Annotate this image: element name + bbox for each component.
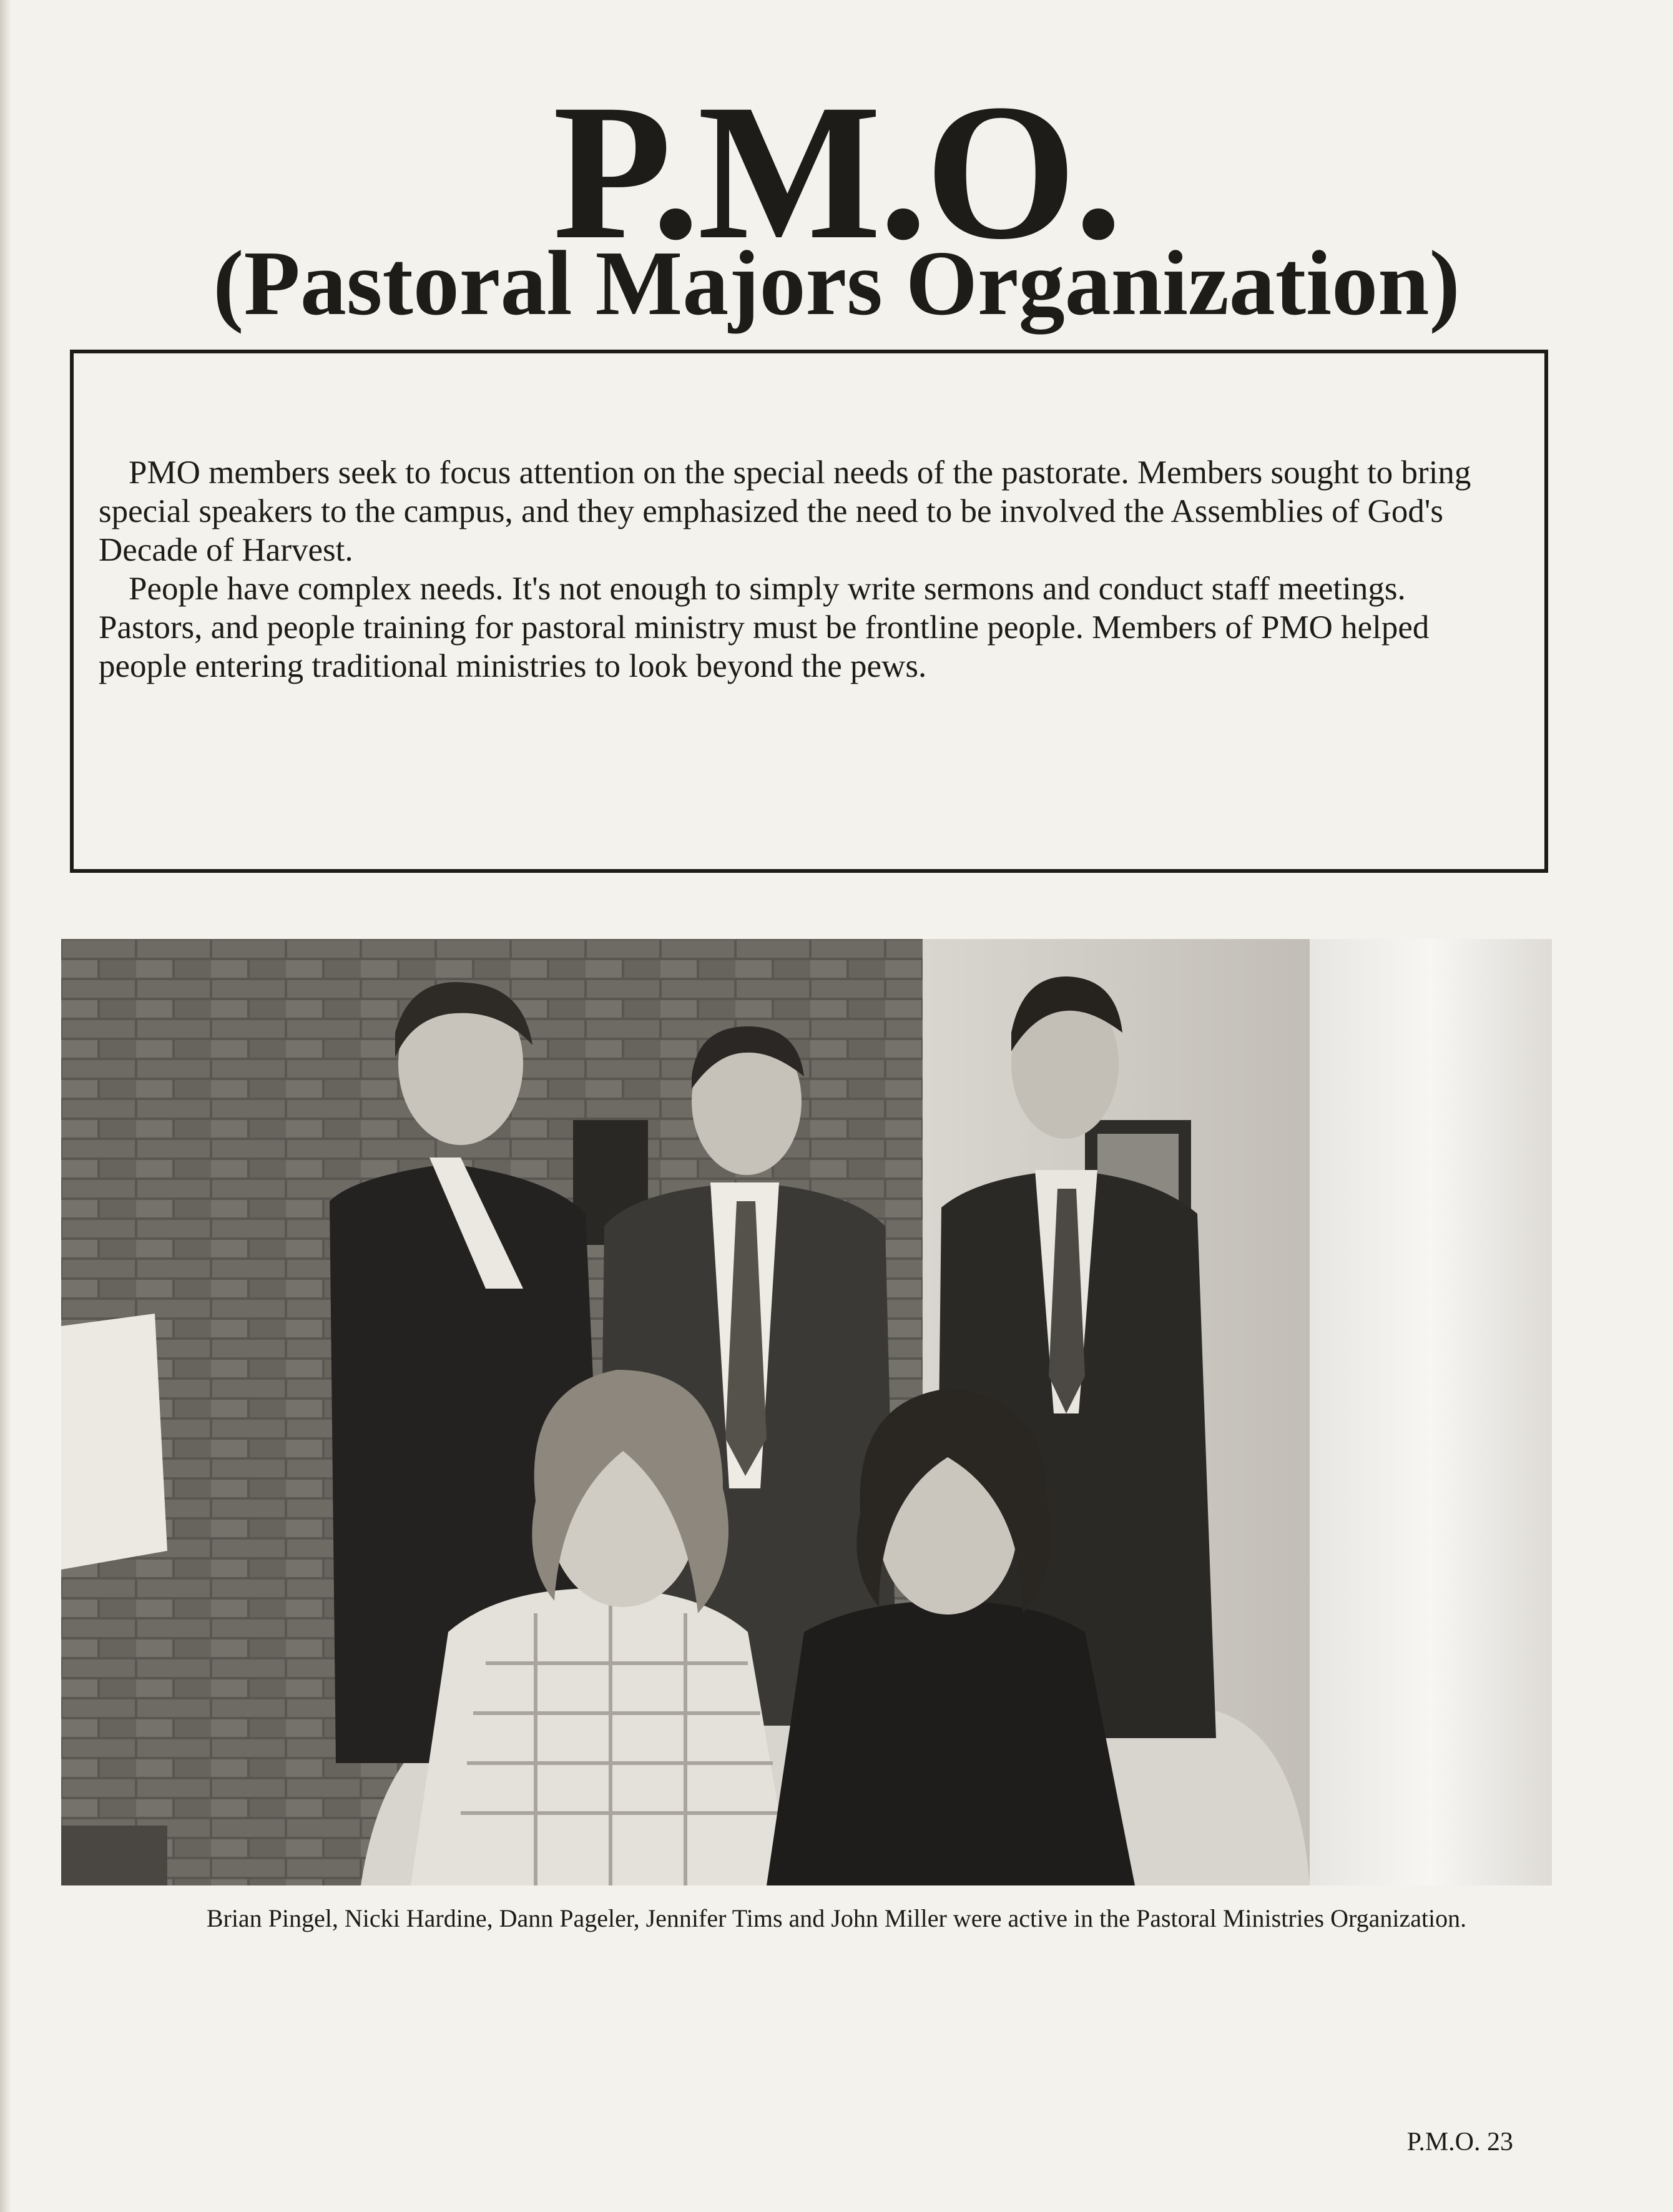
article-paragraph: PMO members seek to focus attention on the special needs of the pastorate. Members sought to bring special speakers to the campus, and they emphasized the need to be involved the Assemblies of God's Decade of Harvest. <box>99 455 1471 568</box>
article-paragraph: People have complex needs. It's not enough to simply write sermons and conduct staff meetings. Pastors, and people training for pastoral ministry must be frontline people. Members of PMO helped people entering traditional ministries to look beyond the pews. <box>99 571 1430 684</box>
article-body <box>99 453 1509 686</box>
page-folio: P.M.O. 23 <box>1406 2128 1513 2156</box>
group-photo <box>61 939 1552 1885</box>
photo-caption: Brian Pingel, Nicki Hardine, Dann Pageler, Jennifer Tims and John Miller were active in the Pastoral Ministries Organization. <box>206 1904 1467 1932</box>
page-subtitle: (Pastoral Majors Organization) <box>213 232 1460 335</box>
page-edge-shadow <box>0 0 11 2212</box>
article-text-box <box>70 350 1548 873</box>
page-title: P.M.O. <box>552 64 1121 280</box>
